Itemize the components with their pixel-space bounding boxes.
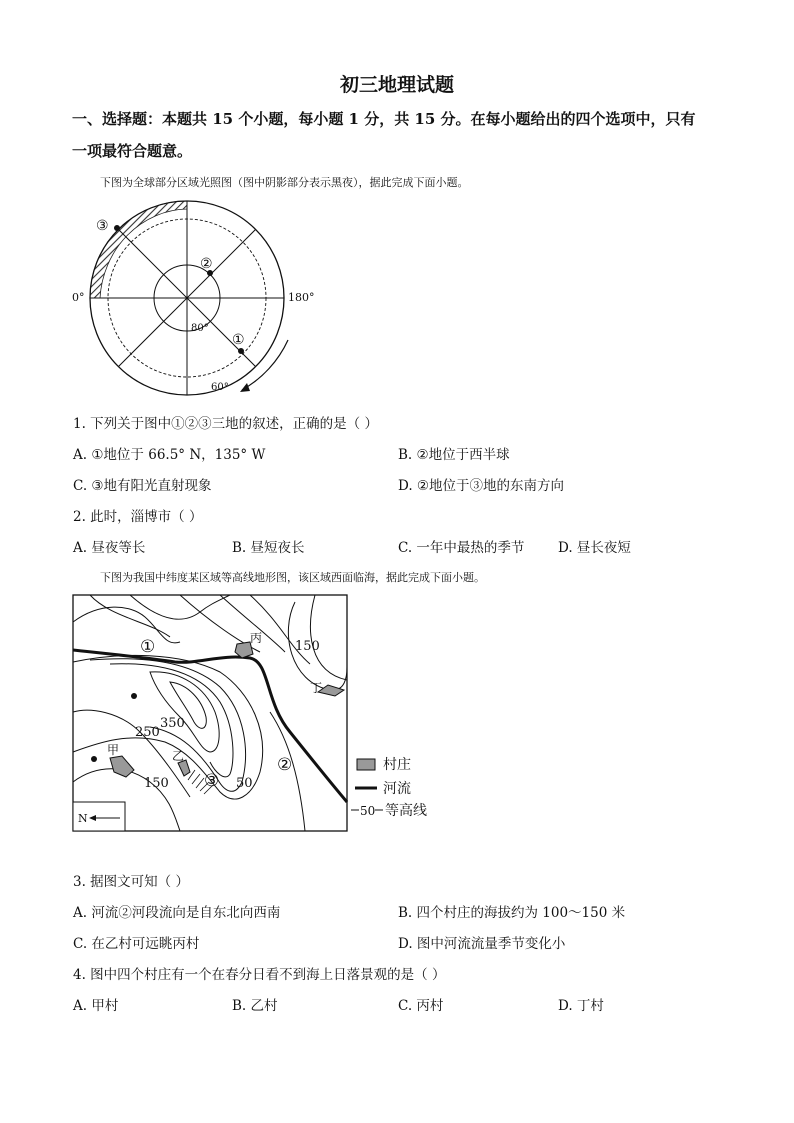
- illumination-figure: [60, 190, 330, 400]
- contour-label-150-right: 150: [295, 639, 320, 654]
- figure2-intro: 下图为我国中纬度某区域等高线地形图，该区域西面临海，据此完成下面小题。: [100, 571, 485, 584]
- lon-0-label: 0°: [72, 291, 85, 304]
- rotation-arrow: [242, 340, 288, 390]
- legend-contour: 等高线: [385, 803, 427, 819]
- q4-stem: 4. 图中四个村庄有一个在春分日看不到海上日落景观的是（ ）: [73, 967, 446, 983]
- q2-option-c[interactable]: C. 一年中最热的季节: [398, 540, 525, 556]
- q1-option-d[interactable]: D. ②地位于③地的东南方向: [398, 478, 565, 494]
- q2-option-a[interactable]: A. 昼夜等长: [73, 540, 146, 556]
- contour-label-350: 350: [160, 716, 185, 731]
- map-marker-2: ②: [277, 755, 293, 775]
- q3-stem: 3. 据图文可知（ ）: [73, 874, 189, 890]
- q1-option-b[interactable]: B. ②地位于西半球: [398, 447, 510, 463]
- map-frame: [73, 595, 347, 831]
- marker-2: ②: [200, 256, 213, 272]
- page-title: 初三地理试题: [339, 74, 454, 96]
- map-marker-3: ③: [204, 771, 220, 791]
- q2-option-d[interactable]: D. 昼长夜短: [558, 540, 631, 556]
- point-3: [114, 225, 120, 231]
- q3-option-b[interactable]: B. 四个村庄的海拔约为 100～150 米: [398, 905, 626, 921]
- contour-label-250: 250: [135, 725, 160, 740]
- legend-river: 河流: [383, 781, 411, 797]
- lat-60-label: 60°: [211, 382, 229, 393]
- village-bing-label: 丙: [250, 631, 263, 645]
- contour-label-50: 50: [236, 776, 253, 791]
- q1-option-a[interactable]: A. ①地位于 66.5° N，135° W: [73, 447, 266, 463]
- q1-stem: 1. 下列关于图中①②③三地的叙述，正确的是（ ）: [73, 416, 378, 432]
- lon-180-label: 180°: [288, 291, 315, 304]
- q4-option-d[interactable]: D. 丁村: [558, 998, 604, 1014]
- lat-80-label: 80°: [191, 323, 209, 334]
- q3-option-c[interactable]: C. 在乙村可远眺丙村: [73, 936, 200, 952]
- q4-option-c[interactable]: C. 丙村: [398, 998, 444, 1014]
- marker-1: ①: [232, 332, 245, 348]
- q2-option-b[interactable]: B. 昼短夜长: [232, 540, 305, 556]
- legend-village: 村庄: [383, 757, 411, 773]
- north-label: N: [78, 812, 88, 825]
- q2-stem: 2. 此时，淄博市（ ）: [73, 509, 203, 525]
- village-yi-label: 乙: [172, 749, 185, 763]
- section-heading-line1: 一、选择题：本题共 15 个小题，每小题 1 分，共 15 分。在每小题给出的四个选项中，只有: [72, 110, 696, 128]
- q1-option-c[interactable]: C. ③地有阳光直射现象: [73, 478, 212, 494]
- contour-label-150-left: 150: [144, 776, 169, 791]
- q4-option-b[interactable]: B. 乙村: [232, 998, 278, 1014]
- q4-option-a[interactable]: A. 甲村: [73, 998, 119, 1014]
- legend-village-swatch: [357, 759, 375, 770]
- village-ding-label: 丁: [310, 681, 323, 695]
- village-jia-label: 甲: [107, 743, 120, 757]
- contour-map: [70, 592, 440, 834]
- figure1-intro: 下图为全球部分区域光照图（图中阴影部分表示黑夜），据此完成下面小题。: [100, 176, 469, 189]
- legend-contour-value: 50: [360, 804, 376, 818]
- q3-option-a[interactable]: A. 河流②河段流向是自东北向西南: [73, 905, 281, 921]
- point-1: [238, 348, 244, 354]
- marker-3: ③: [96, 218, 109, 234]
- section-heading-line2: 一项最符合题意。: [72, 142, 193, 160]
- map-marker-1: ①: [140, 637, 156, 657]
- q3-option-d[interactable]: D. 图中河流流量季节变化小: [398, 936, 566, 952]
